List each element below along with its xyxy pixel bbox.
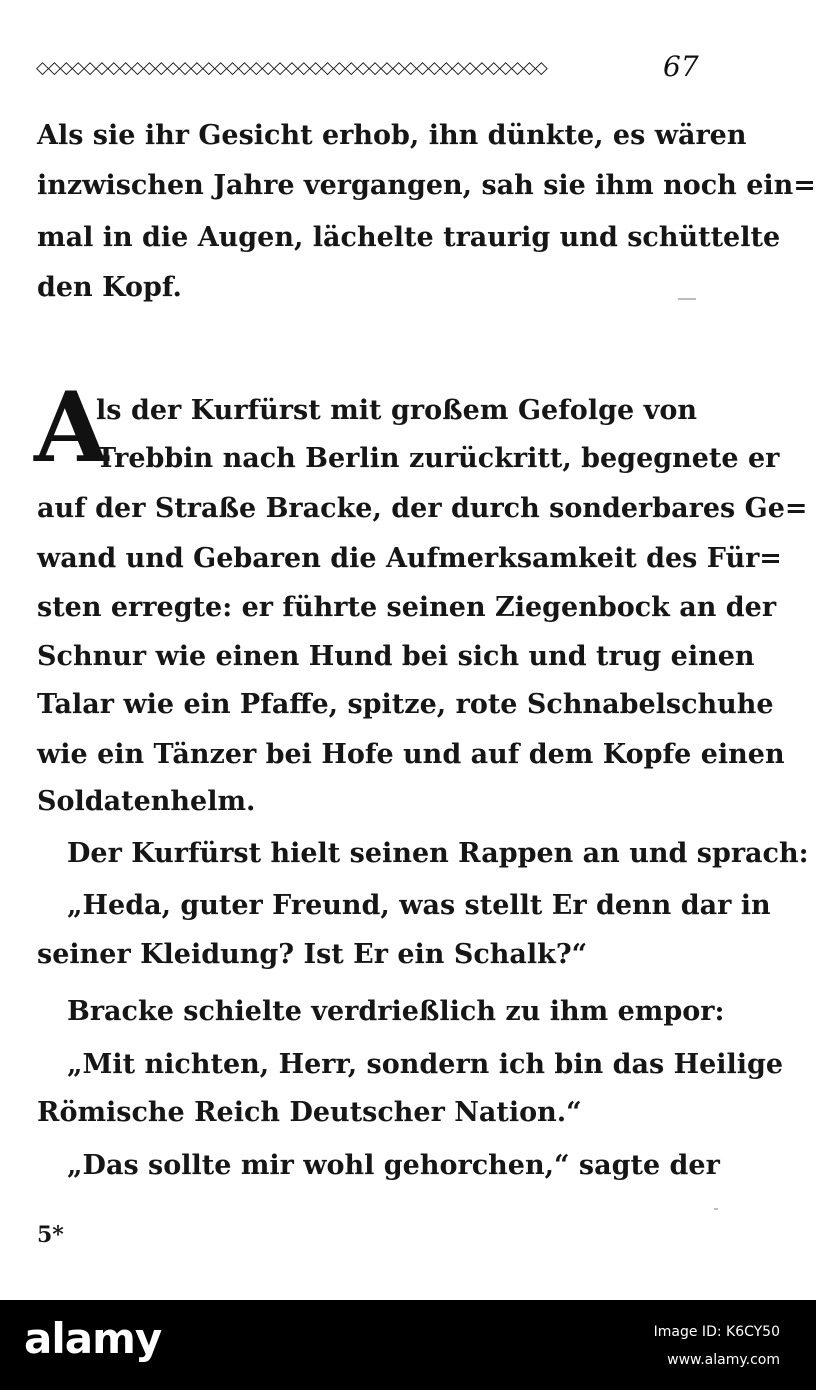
text-line: Trebbin nach Berlin zurückritt, begegnete er <box>96 443 780 474</box>
page-number: 67 <box>663 50 699 83</box>
text-line: „Mit nichten, Herr, sondern ich bin das Heilige <box>67 1049 784 1080</box>
text-line: wie ein Tänzer bei Hofe und auf dem Kopfe einen <box>37 739 785 770</box>
drop-cap: A <box>34 371 109 484</box>
text-line: Soldatenhelm. <box>37 786 256 817</box>
watermark-footer <box>0 1300 816 1390</box>
footer-url-link[interactable]: www.alamy.com <box>667 1352 780 1368</box>
print-speck <box>714 1208 718 1210</box>
text-line: seiner Kleidung? Ist Er ein Schalk?“ <box>37 939 588 970</box>
text-line: wand und Gebaren die Aufmerksamkeit des Für= <box>37 543 782 574</box>
text-line: Römische Reich Deutscher Nation.“ <box>37 1097 582 1128</box>
alamy-logo[interactable]: alamy <box>24 1314 162 1363</box>
header-ornament: ◇◇◇◇◇◇◇◇◇◇◇◇◇◇◇◇◇◇◇◇◇◇◇◇◇◇◇◇◇◇◇◇◇◇◇◇◇◇◇◇◇◇◇ <box>36 58 547 78</box>
text-line: Der Kurfürst hielt seinen Rappen an und sprach: <box>67 838 809 869</box>
text-line: Schnur wie einen Hund bei sich und trug einen <box>37 641 755 672</box>
text-line: mal in die Augen, lächelte traurig und schüttelte <box>37 222 781 253</box>
text-line: sten erregte: er führte seinen Ziegenbock an der <box>37 592 777 623</box>
text-line: Bracke schielte verdrießlich zu ihm empor: <box>67 996 725 1027</box>
image-id-label: Image ID: K6CY50 <box>653 1324 780 1340</box>
text-line: inzwischen Jahre vergangen, sah sie ihm noch ein= <box>37 170 816 201</box>
text-line: „Heda, guter Freund, was stellt Er denn dar in <box>67 890 771 921</box>
text-line: Talar wie ein Pfaffe, spitze, rote Schnabelschuhe <box>37 689 774 720</box>
text-line: den Kopf. <box>37 272 182 303</box>
text-line: auf der Straße Bracke, der durch sonderbares Ge= <box>37 493 808 524</box>
signature-mark: 5* <box>37 1222 64 1248</box>
text-line: Als sie ihr Gesicht erhob, ihn dünkte, es wären <box>37 120 747 151</box>
text-line: „Das sollte mir wohl gehorchen,“ sagte der <box>67 1150 720 1181</box>
text-line: ls der Kurfürst mit großem Gefolge von <box>96 395 697 426</box>
print-speck <box>678 298 696 300</box>
